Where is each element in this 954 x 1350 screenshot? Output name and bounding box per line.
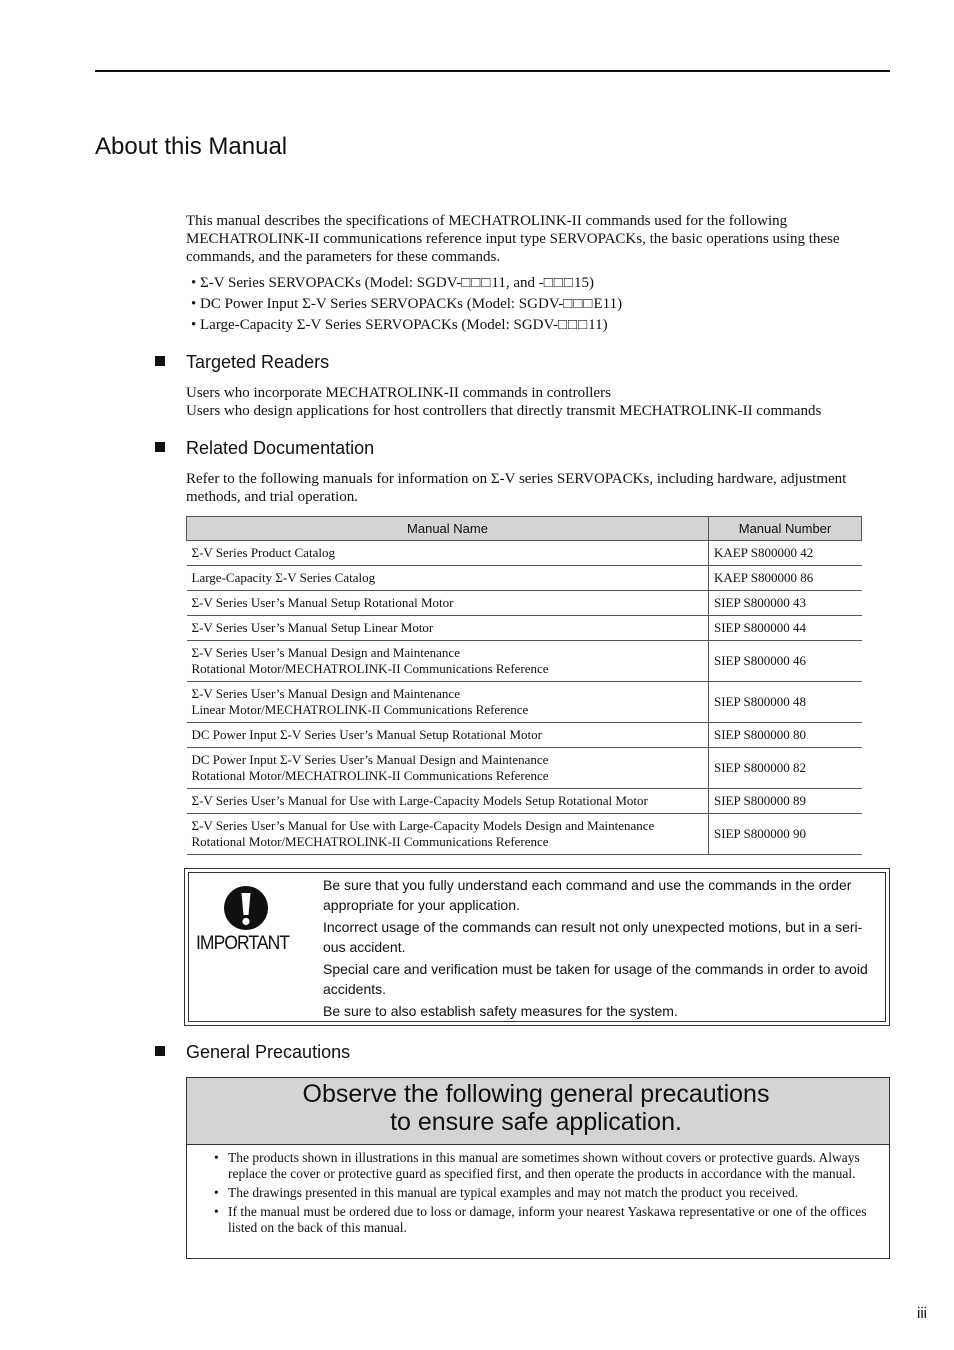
important-label: IMPORTANT [196, 933, 290, 954]
related-docs-heading: Related Documentation [155, 438, 374, 459]
list-item: • Large-Capacity Σ-V Series SERVOPACKs (Model: SGDV-□□□11) [191, 317, 608, 333]
general-precautions-heading: General Precautions [155, 1042, 350, 1063]
manual-number: KAEP S800000 86 [709, 566, 862, 591]
column-header: Manual Number [709, 517, 862, 541]
table-row [187, 682, 862, 723]
manual-name: Σ-V Series User’s Manual Setup Linear Motor [187, 616, 709, 641]
table-row [187, 814, 862, 855]
list-item: • Σ-V Series SERVOPACKs (Model: SGDV-□□□11, and -□□□15) [191, 275, 594, 291]
manual-number: SIEP S800000 82 [709, 748, 862, 789]
manual-number: SIEP S800000 44 [709, 616, 862, 641]
square-bullet-icon [155, 356, 165, 366]
precautions-list [187, 1150, 889, 1236]
targeted-readers-heading: Targeted Readers [155, 352, 329, 373]
exclamation-icon [222, 886, 270, 932]
manual-name: Large-Capacity Σ-V Series Catalog [187, 566, 709, 591]
manual-number: SIEP S800000 80 [709, 723, 862, 748]
important-box [184, 868, 890, 1026]
important-text: Be sure that you fully understand each command and use the commands in the order appropriate for your application. Incorrect usage of the commands can result not only unexpected motions, but in a seri-ous accident. Special care and verification must be taken for usage of the commands in order to avoid accidents. Be sure to also establish safety measures for the system. [323, 877, 868, 1019]
manual-name: Σ-V Series User’s Manual for Use with Large-Capacity Models Design and Maintenance Rotational Motor/MECHATROLINK-II Communications Reference [187, 814, 709, 855]
manual-number: SIEP S800000 43 [709, 591, 862, 616]
related-docs-intro: Refer to the following manuals for information on Σ-V series SERVOPACKs, including hardware, adjustment methods, and trial operation. [186, 471, 847, 505]
list-item: • The drawings presented in this manual are typical examples and may not match the product you received. [214, 1185, 799, 1200]
intro-section [186, 212, 890, 336]
table-header-row [187, 517, 862, 541]
manual-name: Σ-V Series User’s Manual Design and Maintenance Linear Motor/MECHATROLINK-II Communications Reference [187, 682, 709, 723]
precautions-banner: Observe the following general precautions to ensure safe application. [187, 1078, 889, 1145]
manual-number: SIEP S800000 46 [709, 641, 862, 682]
manual-number: KAEP S800000 42 [709, 541, 862, 566]
manual-number: SIEP S800000 48 [709, 682, 862, 723]
table-row [187, 789, 862, 814]
list-item: • DC Power Input Σ-V Series SERVOPACKs (Model: SGDV-□□□E11) [191, 296, 623, 312]
manual-name: DC Power Input Σ-V Series User’s Manual Design and Maintenance Rotational Motor/MECHATROLINK-II Communications Reference [187, 748, 709, 789]
reader-line: Users who incorporate MECHATROLINK-II commands in controllers [186, 385, 611, 401]
targeted-readers-section [186, 384, 890, 420]
list-item: • If the manual must be ordered due to loss or damage, inform your nearest Yaskawa representative or one of the offices listed on the back of this manual. [214, 1204, 867, 1235]
table-row [187, 616, 862, 641]
model-list [186, 273, 890, 336]
square-bullet-icon [155, 442, 165, 452]
table-row [187, 723, 862, 748]
manual-number: SIEP S800000 89 [709, 789, 862, 814]
top-rule [95, 70, 890, 72]
table-row [187, 566, 862, 591]
table-row [187, 591, 862, 616]
page-number: iii [917, 1305, 927, 1322]
manual-name: Σ-V Series User’s Manual Setup Rotational Motor [187, 591, 709, 616]
column-header: Manual Name [187, 517, 709, 541]
manual-number: SIEP S800000 90 [709, 814, 862, 855]
table-row [187, 541, 862, 566]
manual-name: DC Power Input Σ-V Series User’s Manual Setup Rotational Motor [187, 723, 709, 748]
manuals-table [186, 516, 862, 855]
table-row [187, 641, 862, 682]
list-item: • The products shown in illustrations in this manual are sometimes shown without covers or protective guards. Always replace the cover or protective guard as specified first, and then operate the products in accordance with the manual. [214, 1150, 860, 1181]
precautions-box [186, 1077, 890, 1259]
manual-name: Σ-V Series User’s Manual for Use with Large-Capacity Models Setup Rotational Motor [187, 789, 709, 814]
square-bullet-icon [155, 1046, 165, 1056]
page-title: About this Manual [95, 133, 288, 160]
manual-name: Σ-V Series Product Catalog [187, 541, 709, 566]
manual-name: Σ-V Series User’s Manual Design and Maintenance Rotational Motor/MECHATROLINK-II Communications Reference [187, 641, 709, 682]
intro-paragraph: This manual describes the specifications of MECHATROLINK-II commands used for the following MECHATROLINK-II communications reference input type SERVOPACKs, the basic operations using these commands, and the parameters for these commands. [186, 213, 840, 265]
reader-line: Users who design applications for host controllers that directly transmit MECHATROLINK-II commands [186, 403, 822, 419]
table-row [187, 748, 862, 789]
